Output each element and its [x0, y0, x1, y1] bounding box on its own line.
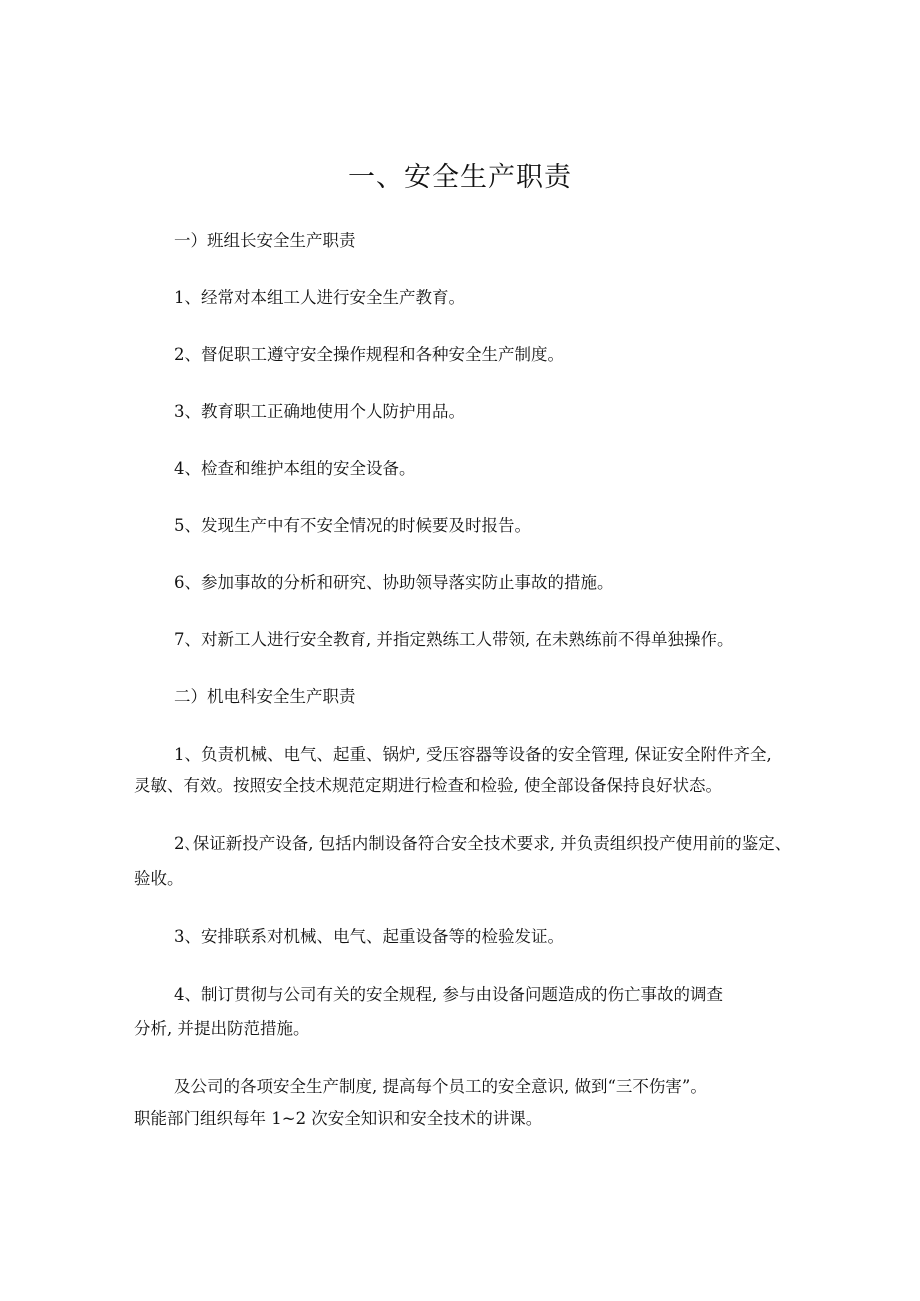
list-item: 5、发现生产中有不安全情况的时候要及时报告。	[174, 516, 531, 535]
list-item: 1、经常对本组工人进行安全生产教育。	[174, 288, 465, 307]
list-item: 4、制订贯彻与公司有关的安全规程, 参与由设备问题造成的伤亡事故的调查	[174, 985, 723, 1004]
list-item: 3、安排联系对机械、电气、起重设备等的检验发证。	[174, 927, 564, 946]
section-heading-electromechanical: 二）机电科安全生产职责	[174, 687, 356, 706]
closing-paragraph-continuation: 职能部门组织每年 1~2 次安全知识和安全技术的讲课。	[134, 1109, 543, 1128]
list-item-continuation: 分析, 并提出防范措施。	[134, 1019, 310, 1038]
list-item-continuation: 灵敏、有效。按照安全技术规范定期进行检查和检验, 使全部设备保持良好状态。	[134, 776, 722, 795]
closing-paragraph: 及公司的各项安全生产制度, 提高每个员工的安全意识, 做到“三不伤害”。	[174, 1077, 707, 1096]
document-title: 一、安全生产职责	[348, 162, 572, 193]
list-item: 2､保证新投产设备, 包括内制设备符合安全技术要求, 并负责组织投产使用前的鉴定、	[174, 834, 792, 853]
list-item: 1、负责机械、电气、起重、锅炉, 受压容器等设备的安全管理, 保证安全附件齐全,	[174, 745, 772, 764]
list-item: 4、检查和维护本组的安全设备。	[174, 459, 416, 478]
list-item-continuation: 验收。	[134, 869, 184, 888]
list-item: 3、教育职工正确地使用个人防护用品。	[174, 402, 465, 421]
section-heading-team-leader: 一）班组长安全生产职责	[174, 231, 356, 250]
list-item: 7、对新工人进行安全教育, 并指定熟练工人带领, 在未熟练前不得单独操作。	[174, 630, 734, 649]
list-item: 6、参加事故的分析和研究、协助领导落实防止事故的措施。	[174, 573, 614, 592]
list-item: 2、督促职工遵守安全操作规程和各种安全生产制度。	[174, 345, 564, 364]
